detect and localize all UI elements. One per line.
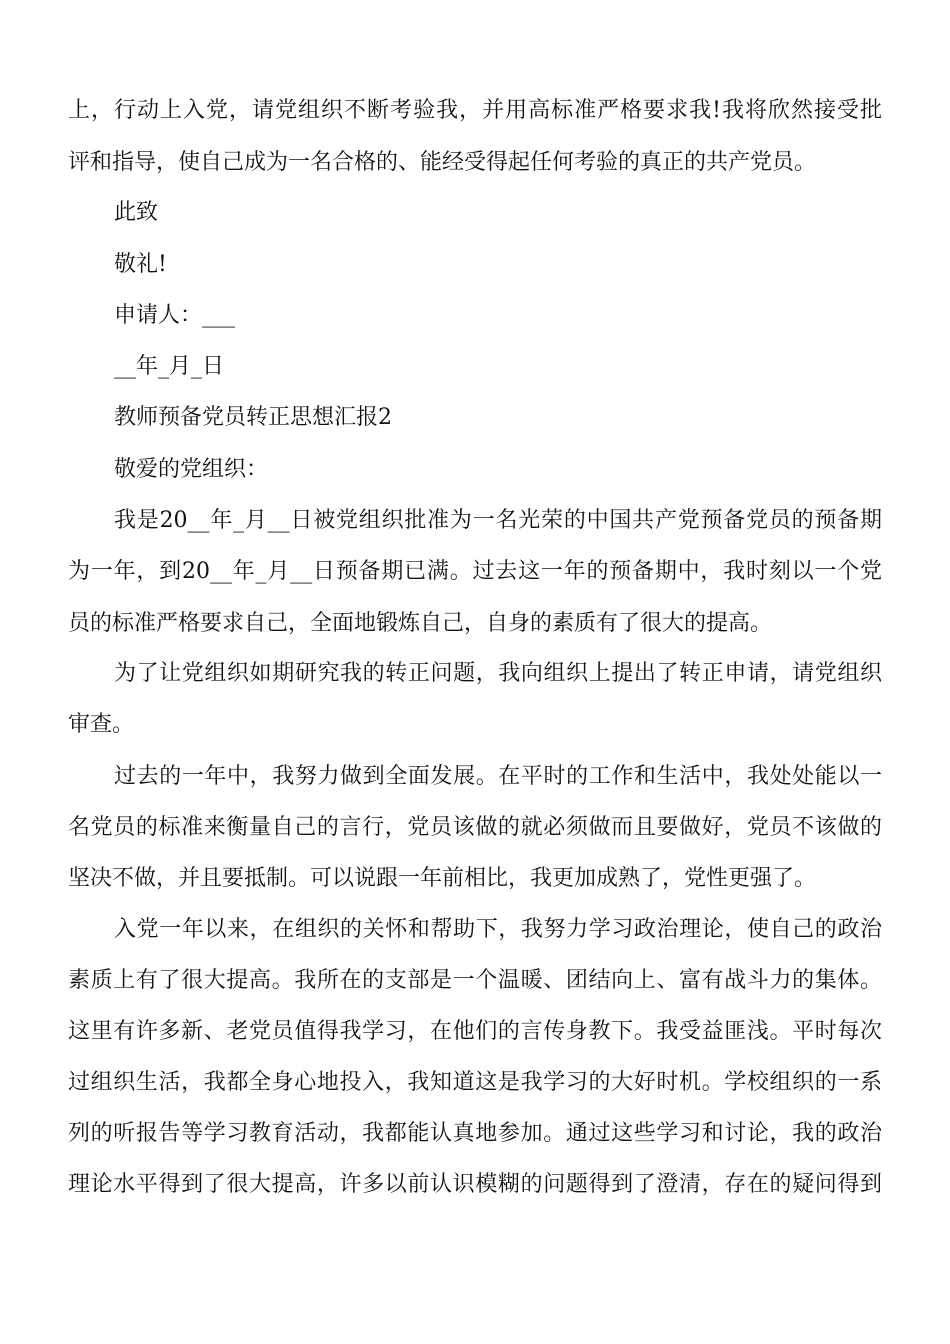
applicant-line: 申请人：___ — [114, 303, 236, 328]
paragraph-3-line-1: 过去的一年中，我努力做到全面发展。在平时的工作和生活中，我处处能以一 — [114, 764, 882, 789]
paragraph-3-line-3: 坚决不做，并且要抵制。可以说跟一年前相比，我更加成熟了，党性更强了。 — [68, 866, 817, 891]
text-line-2: 评和指导，使自己成为一名合格的、能经受得起任何考验的真正的共产党员。 — [68, 150, 817, 175]
closing-regards: 敬礼! — [114, 252, 167, 277]
paragraph-1-line-3: 员的标准严格要求自己，全面地锻炼自己，自身的素质有了很大的提高。 — [68, 611, 773, 636]
paragraph-4-line-4: 过组织生活，我都全身心地投入，我知道这是我学习的大好时机。学校组织的一系 — [68, 1070, 882, 1095]
paragraph-4-line-1: 入党一年以来，在组织的关怀和帮助下，我努力学习政治理论，使自己的政治 — [114, 917, 882, 942]
paragraph-4-line-3: 这里有许多新、老党员值得我学习，在他们的言传身教下。我受益匪浅。平时每次 — [68, 1019, 882, 1044]
paragraph-4-line-5: 列的听报告等学习教育活动，我都能认真地参加。通过这些学习和讨论，我的政治 — [68, 1121, 882, 1146]
section-title: 教师预备党员转正思想汇报2 — [114, 405, 392, 430]
paragraph-1-line-2: 为一年，到20__年_月__日预备期已满。过去这一年的预备期中，我时刻以一个党 — [68, 559, 882, 584]
paragraph-4-line-2: 素质上有了很大提高。我所在的支部是一个温暖、团结向上、富有战斗力的集体。 — [68, 968, 882, 993]
paragraph-3-line-2: 名党员的标准来衡量自己的言行，党员该做的就必须做而且要做好，党员不该做的 — [68, 815, 882, 840]
text-line-1: 上，行动上入党，请党组织不断考验我，并用高标准严格要求我!我将欣然接受批 — [68, 98, 882, 123]
date-line: __年_月_日 — [114, 354, 225, 379]
paragraph-2-line-2: 审查。 — [68, 712, 135, 737]
closing-salutation: 此致 — [114, 200, 159, 225]
paragraph-2-line-1: 为了让党组织如期研究我的转正问题，我向组织上提出了转正申请，请党组织 — [114, 661, 882, 686]
greeting: 敬爱的党组织： — [114, 457, 269, 482]
paragraph-4-line-6: 理论水平得到了很大提高，许多以前认识模糊的问题得到了澄清，存在的疑问得到 — [68, 1172, 882, 1197]
paragraph-1-line-1: 我是20__年_月__日被党组织批准为一名光荣的中国共产党预备党员的预备期 — [114, 508, 882, 533]
